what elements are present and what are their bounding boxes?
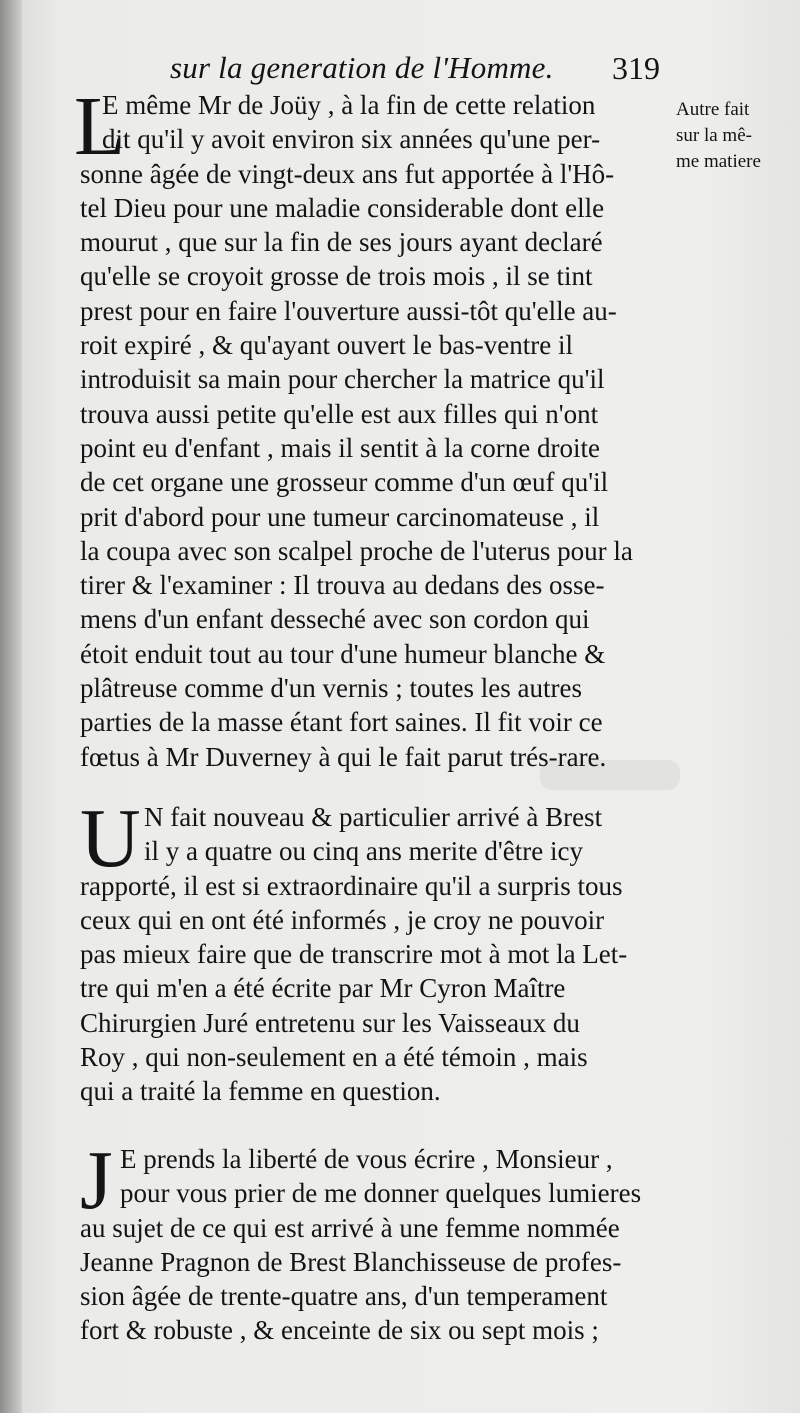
text-line: rapporté, il est si extraordinaire qu'il a surpris tous	[80, 870, 623, 901]
running-title: sur la generation de l'Homme.	[170, 50, 554, 85]
margin-note-line: sur la mê-	[676, 125, 752, 146]
text-line: mourut , que sur la fin de ses jours ayant declaré	[80, 227, 603, 258]
text-line: point eu d'enfant , mais il sentit à la corne droite	[80, 432, 600, 463]
text-line: Jeanne Pragnon de Brest Blanchisseuse de profes-	[80, 1246, 622, 1277]
paragraph-3	[80, 1134, 680, 1348]
dropcap: L	[74, 80, 126, 173]
text-line: pour vous prier de me donner quelques lumieres	[120, 1178, 642, 1209]
text-line: N fait nouveau & particulier arrivé à Brest	[144, 802, 603, 832]
text-line: qui a traité la femme en question.	[80, 1076, 441, 1107]
dropcap: U	[80, 792, 141, 885]
page-number: 319	[612, 50, 660, 86]
text-line: étoit enduit tout au tour d'une humeur blanche &	[80, 638, 606, 669]
text-line: prest pour en faire l'ouverture aussi-tôt qu'elle au-	[80, 295, 617, 326]
text-line: fœtus à Mr Duverney à qui le fait parut trés-rare.	[80, 741, 607, 772]
text-line: prit d'abord pour une tumeur carcinomateuse , il	[80, 501, 600, 532]
text-line: Chirurgien Juré entretenu sur les Vaisseaux du	[80, 1007, 580, 1038]
text-line: sonne âgée de vingt-deux ans fut apportée à l'Hô-	[80, 158, 615, 189]
margin-note-line: me matiere	[676, 151, 761, 172]
text-line: de cet organe une grosseur comme d'un œuf qu'il	[80, 467, 609, 498]
page-gutter-shadow	[0, 0, 22, 1413]
text-line: E même Mr de Joüy , à la fin de cette relation	[102, 90, 596, 120]
text-line: tirer & l'examiner : Il trouva au dedans des osse-	[80, 570, 605, 601]
text-line: qu'elle se croyoit grosse de trois mois , il se tint	[80, 261, 593, 292]
text-line: tel Dieu pour une maladie considerable dont elle	[80, 192, 605, 223]
dropcap: J	[80, 1134, 113, 1227]
text-line: mens d'un enfant desseché avec son cordon qui	[80, 604, 590, 635]
text-line: roit expiré , & qu'ayant ouvert le bas-ventre il	[80, 330, 573, 361]
margin-note-line: Autre fait	[676, 99, 750, 120]
text-line: la coupa avec son scalpel proche de l'uterus pour la	[80, 535, 633, 566]
text-line: E prends la liberté de vous écrire , Monsieur ,	[120, 1144, 613, 1174]
text-line: ceux qui en ont été informés , je croy ne pouvoir	[80, 904, 605, 935]
text-line: fort & robuste , & enceinte de six ou sept mois ;	[80, 1315, 599, 1346]
text-line: plâtreuse comme d'un vernis ; toutes les autres	[80, 673, 582, 704]
paragraph-1	[74, 80, 680, 774]
text-line: dit qu'il y avoit environ six années qu'une per-	[102, 124, 601, 155]
text-line: trouva aussi petite qu'elle est aux filles qui n'ont	[80, 398, 599, 429]
margin-note	[676, 97, 796, 175]
text-line: sion âgée de trente-quatre ans, d'un temperament	[80, 1281, 608, 1312]
text-line: parties de la masse étant fort saines. Il fit voir ce	[80, 707, 603, 738]
text-line: introduisit sa main pour chercher la matrice qu'il	[80, 364, 605, 395]
text-line: il y a quatre ou cinq ans merite d'être icy	[144, 836, 583, 867]
text-line: Roy , qui non-seulement en a été témoin , mais	[80, 1042, 588, 1073]
text-line: pas mieux faire que de transcrire mot à mot la Let-	[80, 939, 628, 970]
paragraph-2	[80, 792, 680, 1109]
text-line: tre qui m'en a été écrite par Mr Cyron Maître	[80, 973, 566, 1004]
text-line: au sujet de ce qui est arrivé à une femme nommée	[80, 1212, 620, 1243]
